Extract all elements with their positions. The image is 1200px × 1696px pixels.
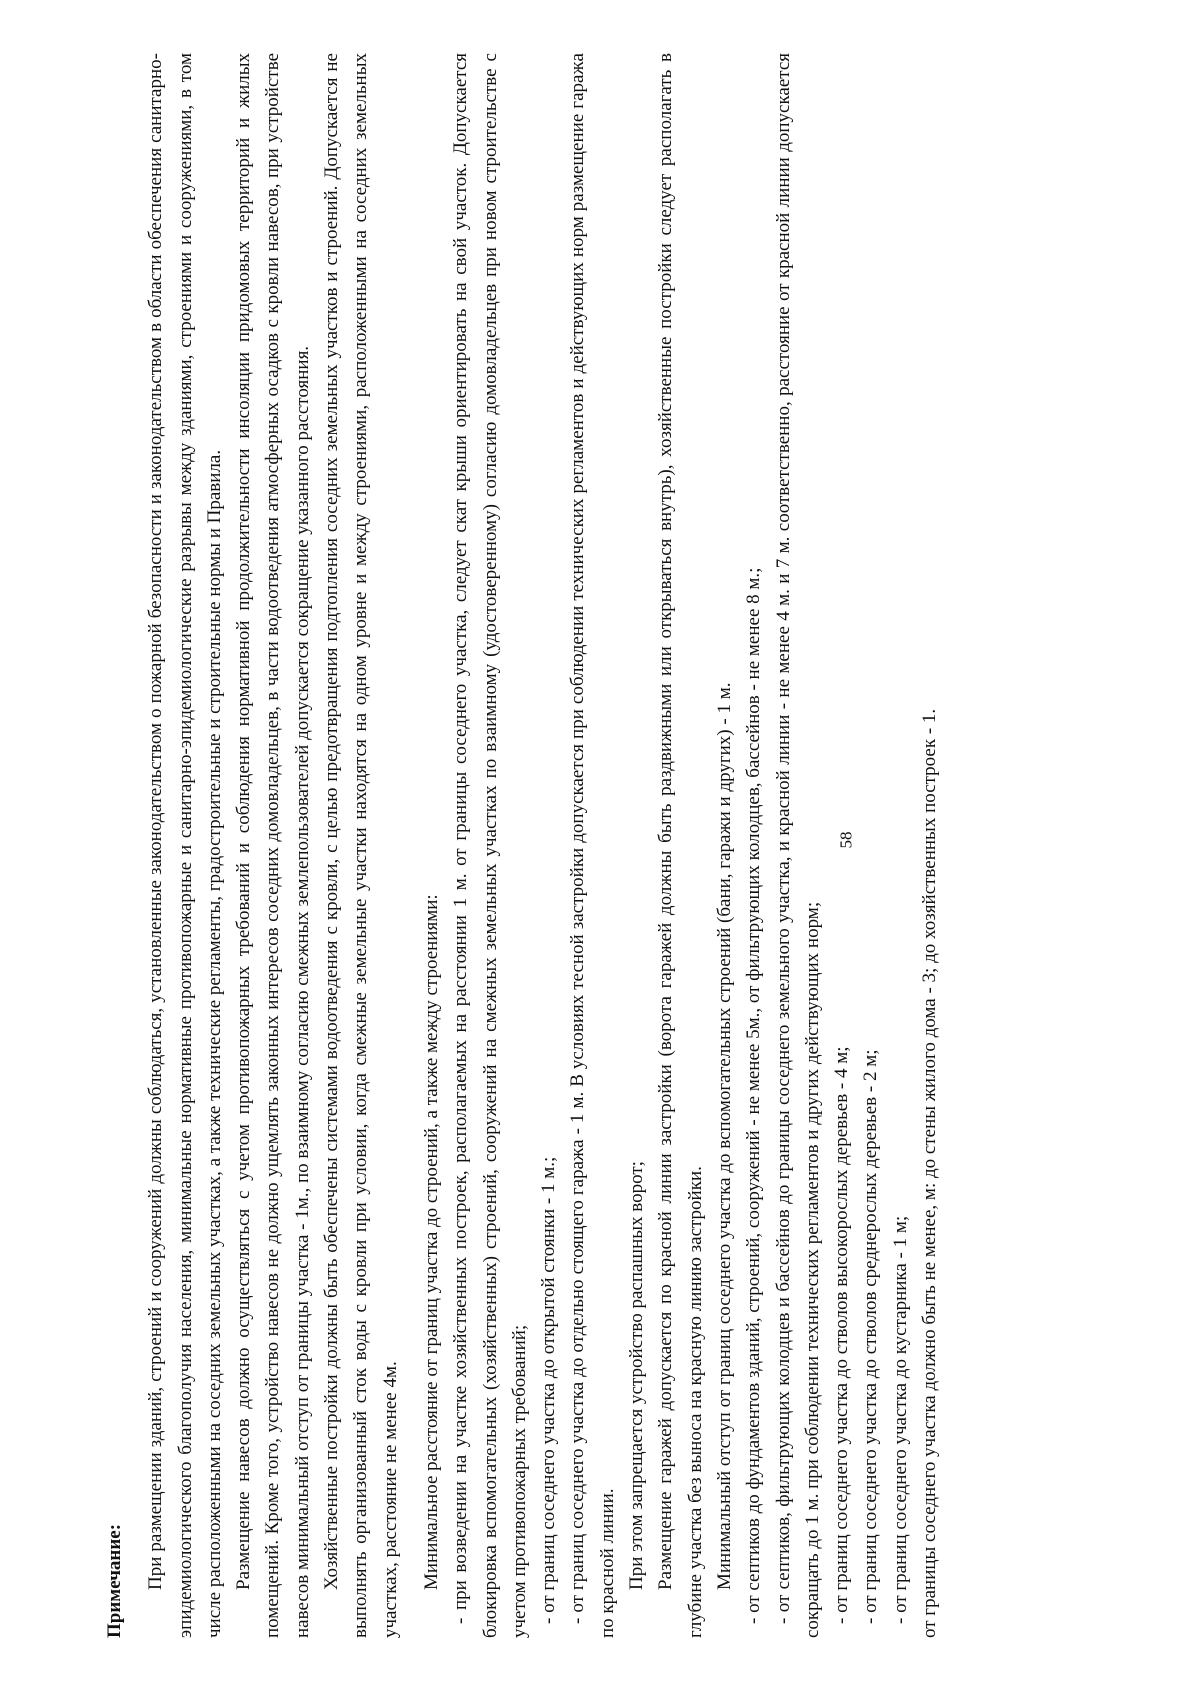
list-item-open-parking: - от границ соседнего участка до открытой стоянки - 1 м.; [538, 1156, 560, 1624]
paragraph-min-distance: Минимальное расстояние от границ участка до строений, а также между строениями: [420, 894, 442, 1590]
paragraph-house-distance: от границы соседнего участка должно быть не менее, м: до стены жилого дома - 3; до хозяйственных построек - 1. [919, 708, 941, 1638]
paragraph-auxiliary-buildings: Минимальный отступ от границ соседнего участка до вспомогательных строений (бани, гаражи и других) - 1 м. [713, 682, 735, 1590]
spacer [405, 53, 417, 1638]
paragraph-fire-safety: При размещении зданий, строений и сооружений должны соблюдаться, установленные законодательством о пожарной безопасности и законодательством в области обеспечения санитарно-эпидемиологического благополучия населения, минимальные нормативные противопожарные и санитарно-эпидемиологические разрывы между зданиями, строениями и сооружениями, в том числе расположенными на соседних земельных участках, а также технические регламенты, градостроительные и строительные нормы и Правила. [145, 53, 225, 1638]
rotated-text-block [100, 53, 944, 1638]
paragraph-gates: При этом запрещается устройство распашных ворот; [626, 1161, 648, 1590]
note-heading: Примечание: [104, 1523, 125, 1638]
list-item-tall-trees: - от границ соседнего участка до стволов высокорослых деревьев - 4 м; [831, 1046, 853, 1624]
page-number: 58 [836, 831, 856, 849]
list-item-shrubs: - от границ соседнего участка до кустарника - 1 м; [889, 1215, 911, 1624]
paragraph-canopies: Размещение навесов должно осуществляться с учетом противопожарных требований и соблюдения нормативной продолжительности инсоляции придомовых территорий и жилых помещений. Кроме того, устройство навесов не должно ущемлять законных интересов соседних домовладельцев, в части водоотведения атмосферных осадков с кровли навесов, при устройстве навесов минимальный отступ от границы участка - 1м., по взаимному согласию смежных землепользователей допускается сокращение указанного расстояния. [233, 53, 313, 1638]
list-item-septic-foundations: - от септиков до фундаментов зданий, строений, сооружений - не менее 5м., от фильтрующих колодцев, бассейнов - не менее 8 м.; [743, 567, 765, 1624]
list-item-medium-trees: - от границ соседнего участка до стволов среднерослых деревьев - 2 м; [860, 1049, 882, 1624]
paragraph-outbuildings: Хозяйственные постройки должны быть обеспечены системами водоотведения с кровли, с целью предотвращения подтопления соседних земельных участков и строений. Допускается не выполнять организованный сток воды с кровли при условии, когда смежные земельные участки находятся на одном уровне и между строениями, расположенными на соседних земельных участках, расстояние не менее 4м. [321, 53, 401, 1638]
paragraph-garages-red-line: Размещение гаражей допускается по красной линии застройки (ворота гаражей должны быть раздвижными или открываться внутрь), хозяйственные постройки следует располагать в глубине участка без выноса на красную линию застройки. [655, 53, 706, 1638]
list-item-garage: - от границ соседнего участка до отдельно стоящего гаража - 1 м. В условиях тесной застройки допускается при соблюдении технических регламентов и действующих норм размещение гаража по красной линии. [567, 53, 618, 1638]
list-item-outbuildings-1m: - при возведении на участке хозяйственных построек, располагаемых на расстоянии 1 м. от границы соседнего участка, следует скат крыши ориентировать на свой участок. Допускается блокировка вспомогательных (хозяйственных) строений, сооружений на смежных земельных участках по взаимному (удостоверенному) согласию домовладельцев при новом строительстве с учетом противопожарных требований; [450, 53, 530, 1638]
list-item-septic-boundary: - от септиков, фильтрующих колодцев и бассейнов до границы соседнего земельного участка, и красной линии - не менее 4 м. и 7 м. соответственно, расстояние от красной линии допускается сокращать до 1 м. при соблюдении технических регламентов и других действующих норм; [772, 53, 823, 1638]
